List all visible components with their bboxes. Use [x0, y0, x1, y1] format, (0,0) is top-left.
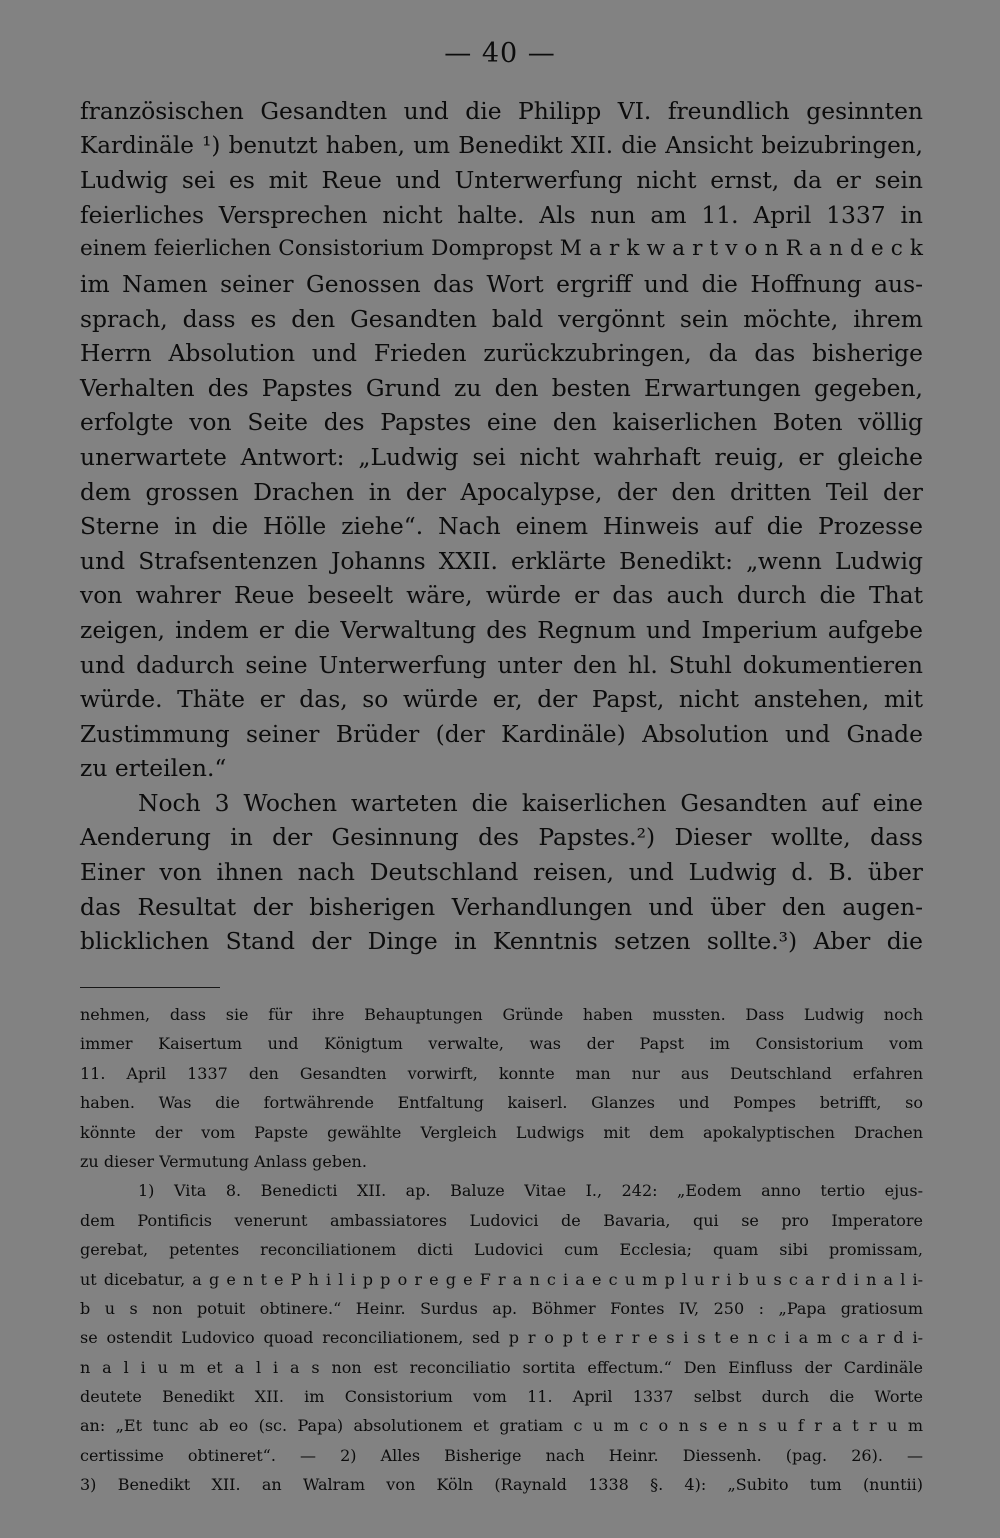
footnote-line: 3) Benedikt XII. an Walram von Köln (Raynald 1338 §. 4): „Subito tum (nuntii): [80, 1475, 923, 1495]
text-line: feierliches Versprechen nicht halte. Als nun am 11. April 1337 in: [80, 200, 923, 229]
footnote-line: certissime obtineret“. — 2) Alles Bisherige nach Heinr. Diessenh. (pag. 26). —: [80, 1445, 923, 1465]
footnote-line: n a l i u m et a l i a s non est reconciliatio sortita effectum.“ Den Einfluss der Cardinäle: [80, 1357, 923, 1377]
text-line: zeigen, indem er die Verwaltung des Regnum und Imperium aufgebe: [80, 615, 923, 644]
footnote-line: dem Pontificis venerunt ambassiatores Ludovici de Bavaria, qui se pro Imperatore: [80, 1210, 923, 1230]
text-line: im Namen seiner Genossen das Wort ergriff und die Hoffnung aus-: [80, 269, 923, 298]
footnote-line: nehmen, dass sie für ihre Behauptungen Gründe haben mussten. Dass Ludwig noch: [80, 1005, 923, 1024]
footnotes: [80, 1000, 923, 1500]
footnote-line: zu dieser Vermutung Anlass geben.: [80, 1151, 367, 1171]
page-number: — 40 —: [444, 38, 556, 69]
text-line: von wahrer Reue beseelt wäre, würde er das auch durch die That: [80, 581, 923, 610]
footnote-line: 1) Vita 8. Benedicti XII. ap. Baluze Vitae I., 242: „Eodem anno tertio ejus-: [138, 1181, 923, 1201]
body-text: [80, 94, 923, 959]
text-line: Kardinäle ¹) benutzt haben, um Benedikt XII. die Ansicht beizubringen,: [80, 132, 923, 159]
text-line: Aenderung in der Gesinnung des Papstes.²) Dieser wollte, dass: [80, 823, 923, 852]
text-line: blicklichen Stand der Dinge in Kenntnis setzen sollte.³) Aber die: [80, 927, 923, 956]
text-line: Zustimmung seiner Brüder (der Kardinäle) Absolution und Gnade: [80, 719, 923, 748]
footnote-line: immer Kaisertum und Königtum verwalte, was der Papst im Consistorium vom: [80, 1034, 923, 1054]
footnote-line: könnte der vom Papste gewählte Vergleich Ludwigs mit dem apokalyptischen Drachen: [80, 1122, 923, 1142]
text-line: Ludwig sei es mit Reue und Unterwerfung nicht ernst, da er sein: [80, 166, 923, 195]
text-line: einem feierlichen Consistorium Dompropst M a r k w a r t v o n R a n d e c k: [80, 236, 923, 262]
text-line: das Resultat der bisherigen Verhandlungen und über den augen-: [80, 892, 923, 921]
footnote-line: gerebat, petentes reconciliationem dicti Ludovici cum Ecclesia; quam sibi promissam,: [80, 1240, 923, 1260]
text-line: Verhalten des Papstes Grund zu den besten Erwartungen gegeben,: [80, 373, 923, 402]
text-line: und Strafsentenzen Johanns XXII. erklärte Benedikt: „wenn Ludwig: [80, 546, 923, 575]
text-line: und dadurch seine Unterwerfung unter den hl. Stuhl dokumentieren: [80, 650, 923, 679]
footnote-separator: [80, 987, 220, 988]
text-line: erfolgte von Seite des Papstes eine den kaiserlichen Boten völlig: [80, 408, 923, 437]
footnote-line: se ostendit Ludovico quoad reconciliationem, sed p r o p t e r r e s i s t e n c i a m c a r d i-: [80, 1328, 923, 1348]
footnote-line: b u s non potuit obtinere.“ Heinr. Surdus ap. Böhmer Fontes IV, 250 : „Papa gratiosum: [80, 1298, 923, 1318]
text-line: sprach, dass es den Gesandten bald vergönnt sein möchte, ihrem: [80, 304, 923, 333]
text-line: dem grossen Drachen in der Apocalypse, der den dritten Teil der: [80, 477, 923, 506]
footnote-line: deutete Benedikt XII. im Consistorium vom 11. April 1337 selbst durch die Worte: [80, 1387, 923, 1407]
text-line: würde. Thäte er das, so würde er, der Papst, nicht anstehen, mit: [80, 685, 923, 714]
text-line: zu erteilen.“: [80, 754, 227, 783]
footnote-line: an: „Et tunc ab eo (sc. Papa) absolutionem et gratiam c u m c o n s e n s u f r a t r u m: [80, 1416, 923, 1436]
text-line: unerwartete Antwort: „Ludwig sei nicht wahrhaft reuig, er gleiche: [80, 442, 923, 471]
text-line: Noch 3 Wochen warteten die kaiserlichen Gesandten auf eine: [138, 788, 923, 817]
footnote-line: 11. April 1337 den Gesandten vorwirft, konnte man nur aus Deutschland erfahren: [80, 1063, 923, 1083]
footnote-line: ut dicebatur, a g e n t e P h i l i p p o r e g e F r a n c i a e c u m p l u r i b u s c a r d i n a l i-: [80, 1269, 923, 1289]
footnote-line: haben. Was die fortwährende Entfaltung kaiserl. Glanzes und Pompes betrifft, so: [80, 1093, 923, 1113]
text-line: Einer von ihnen nach Deutschland reisen, und Ludwig d. B. über: [80, 858, 923, 887]
text-line: französischen Gesandten und die Philipp VI. freundlich gesinnten: [80, 97, 923, 125]
text-line: Sterne in die Hölle ziehe“. Nach einem Hinweis auf die Prozesse: [80, 512, 923, 541]
text-line: Herrn Absolution und Frieden zurückzubringen, da das bisherige: [80, 339, 923, 368]
